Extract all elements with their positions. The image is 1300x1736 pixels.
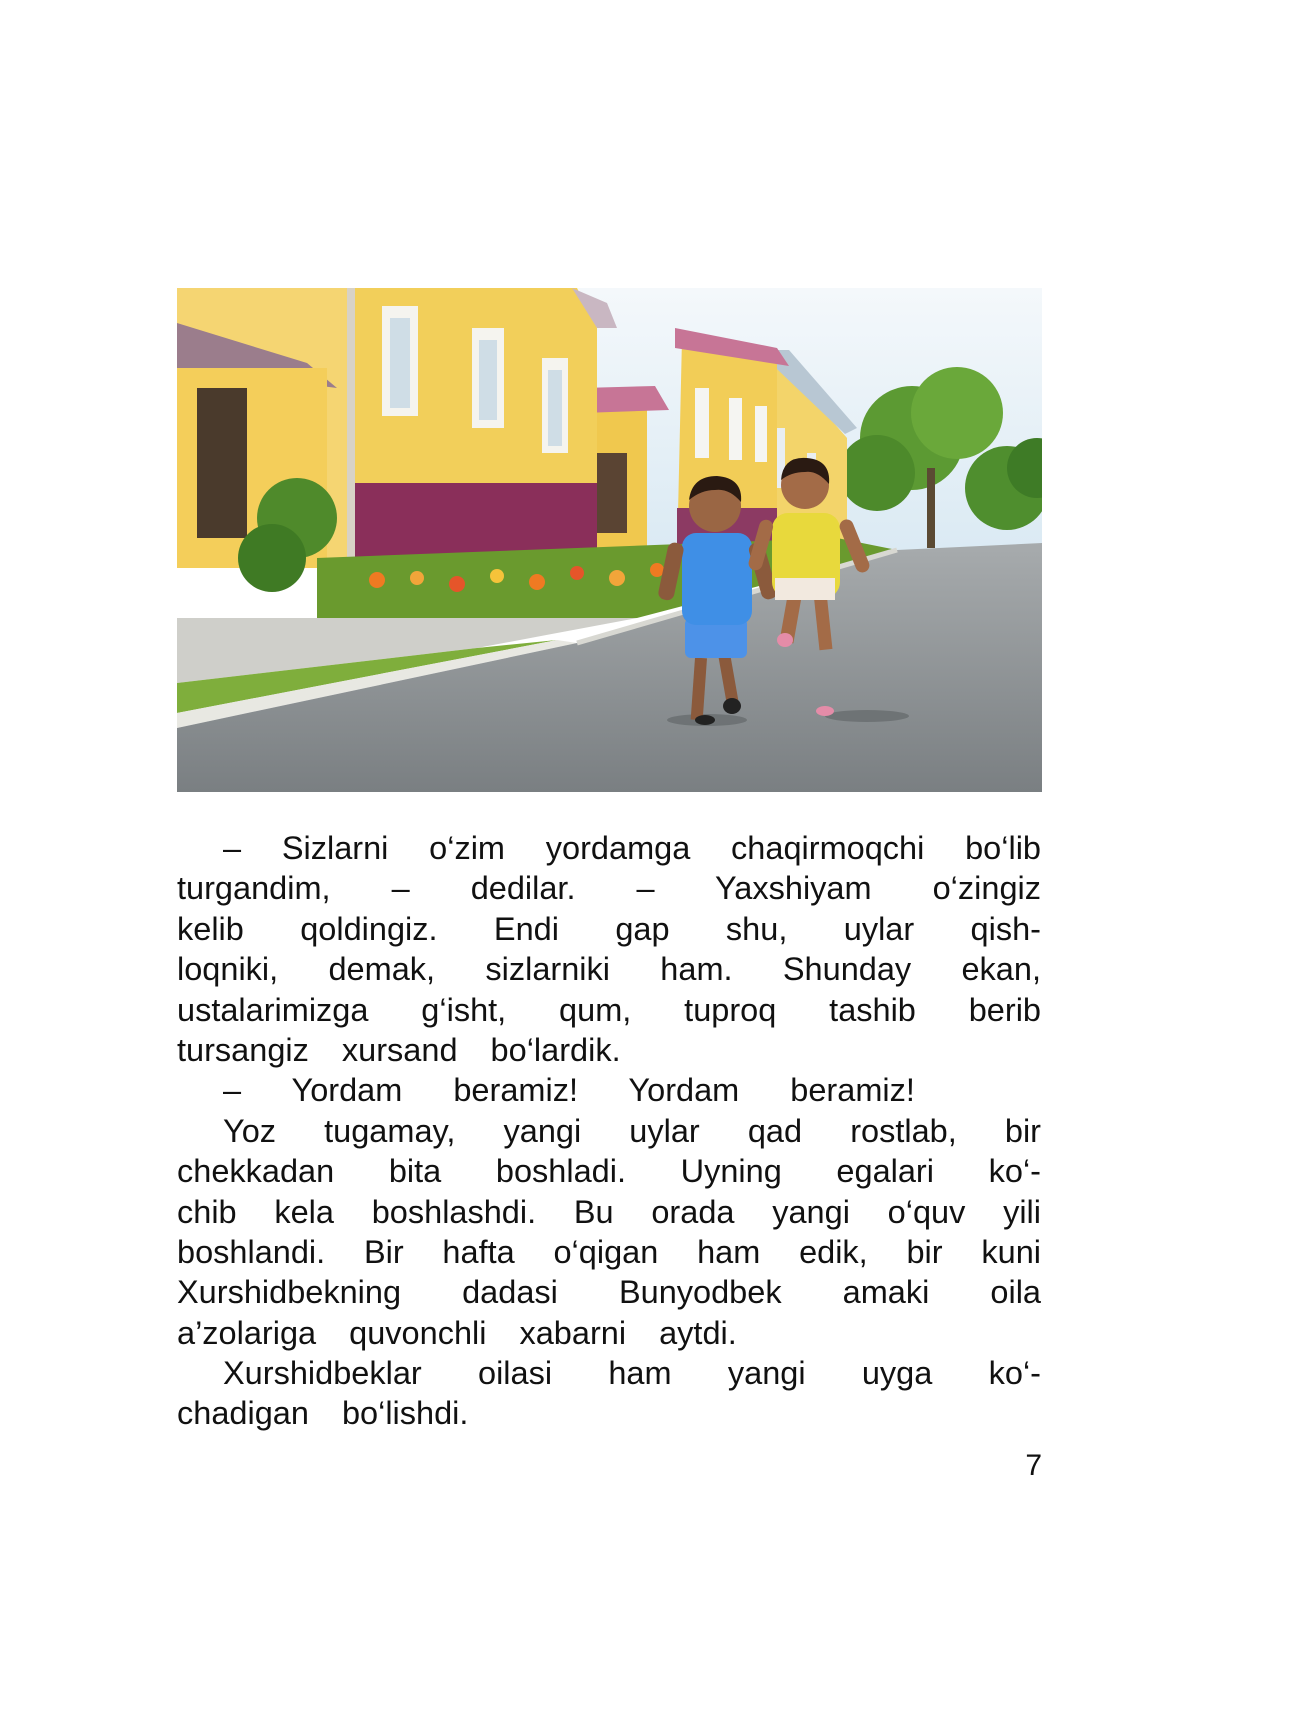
text-line: chadigan bo‘lishdi.	[177, 1395, 469, 1432]
text-line: chekkadan bita boshladi. Uyning egalari ko‘-	[177, 1153, 1041, 1190]
text-line: Xurshidbeklar oilasi ham yangi uyga ko‘-	[223, 1355, 1041, 1392]
story-text	[177, 828, 1041, 1434]
illustration-photo	[177, 288, 1042, 792]
text-line: chib kela boshlashdi. Bu orada yangi o‘quv yili	[177, 1193, 1041, 1230]
text-line: a’zolariga quvonchli xabarni aytdi.	[177, 1314, 737, 1351]
text-line: tursangiz xursand bo‘lardik.	[177, 1031, 621, 1068]
text-line: ustalarimizga g‘isht, qum, tuproq tashib berib	[177, 991, 1041, 1028]
text-line: Xurshidbekning dadasi Bunyodbek amaki oila	[177, 1274, 1041, 1311]
text-line: turgandim, – dedilar. – Yaxshiyam o‘zingiz	[177, 870, 1041, 907]
text-line: kelib qoldingiz. Endi gap shu, uylar qish-	[177, 910, 1041, 947]
text-line: loqniki, demak, sizlarniki ham. Shunday ekan,	[177, 951, 1041, 988]
text-line: boshlandi. Bir hafta o‘qigan ham edik, bir kuni	[177, 1233, 1041, 1270]
text-line: – Sizlarni o‘zim yordamga chaqirmoqchi bo‘lib	[223, 830, 1041, 866]
text-line: – Yordam beramiz! Yordam beramiz!	[223, 1072, 915, 1109]
text-line: Yoz tugamay, yangi uylar qad rostlab, bir	[223, 1112, 1041, 1149]
page-number: 7	[1025, 1449, 1042, 1482]
